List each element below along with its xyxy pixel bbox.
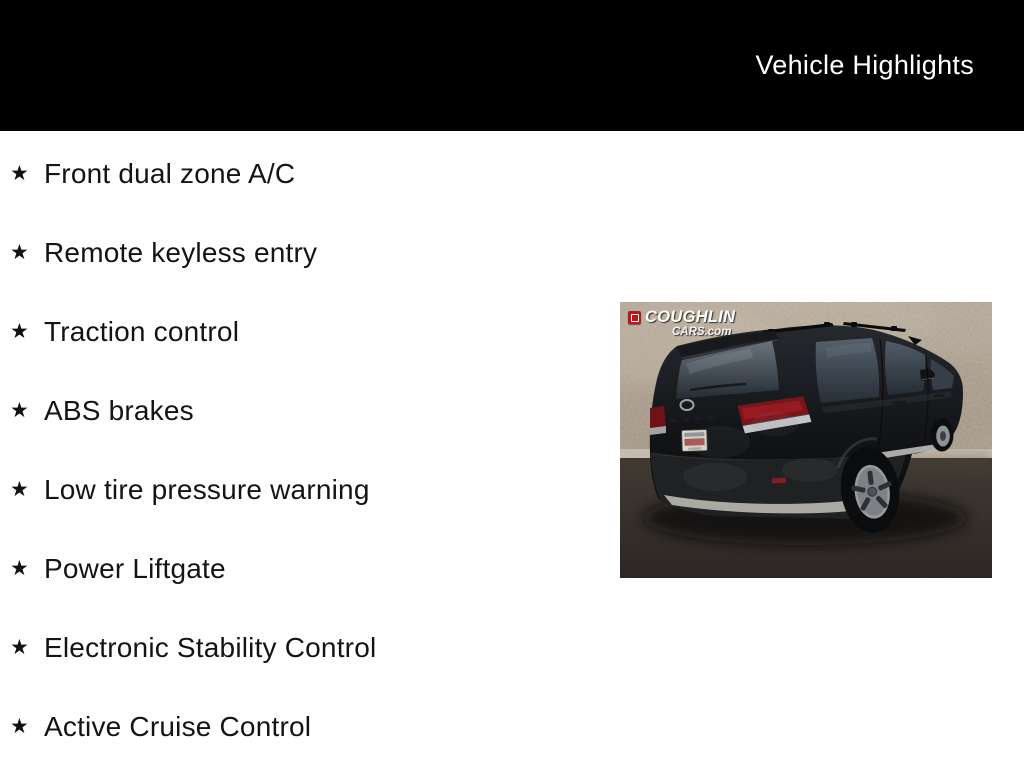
feature-item xyxy=(0,530,600,609)
star-bullet-icon: ★ xyxy=(10,636,29,659)
feature-label: Low tire pressure warning xyxy=(44,474,370,506)
star-bullet-icon: ★ xyxy=(10,162,29,185)
feature-item xyxy=(0,609,600,688)
left-taillight xyxy=(650,406,666,435)
feature-label: Electronic Stability Control xyxy=(44,632,377,664)
feature-label: Traction control xyxy=(44,316,240,348)
vehicle-photo xyxy=(620,302,992,578)
bumper-reflector xyxy=(772,478,786,483)
feature-label: Remote keyless entry xyxy=(44,237,318,269)
star-bullet-icon: ★ xyxy=(10,557,29,580)
feature-item xyxy=(0,135,600,214)
vehicle-photo-illustration xyxy=(620,302,992,578)
feature-item xyxy=(0,293,600,372)
star-bullet-icon: ★ xyxy=(10,715,29,738)
feature-item xyxy=(0,451,600,530)
feature-item xyxy=(0,372,600,451)
features-list xyxy=(0,135,600,767)
star-bullet-icon: ★ xyxy=(10,320,29,343)
watermark-suffix: CARS.com xyxy=(672,325,732,338)
feature-label: Active Cruise Control xyxy=(44,711,312,743)
star-bullet-icon: ★ xyxy=(10,241,29,264)
page-title: Vehicle Highlights xyxy=(755,50,974,80)
feature-item xyxy=(0,214,600,293)
feature-label: Power Liftgate xyxy=(44,553,226,585)
coughlin-logo-icon xyxy=(628,311,641,324)
star-bullet-icon: ★ xyxy=(10,478,29,501)
feature-label: ABS brakes xyxy=(44,395,194,427)
feature-item xyxy=(0,688,600,767)
front-wheel xyxy=(931,419,954,452)
star-bullet-icon: ★ xyxy=(10,399,29,422)
watermark-text xyxy=(645,309,735,338)
dealer-watermark xyxy=(628,309,735,338)
watermark-brand: COUGHLIN xyxy=(645,308,736,326)
header-bar xyxy=(0,0,1024,131)
feature-label: Front dual zone A/C xyxy=(44,158,296,190)
